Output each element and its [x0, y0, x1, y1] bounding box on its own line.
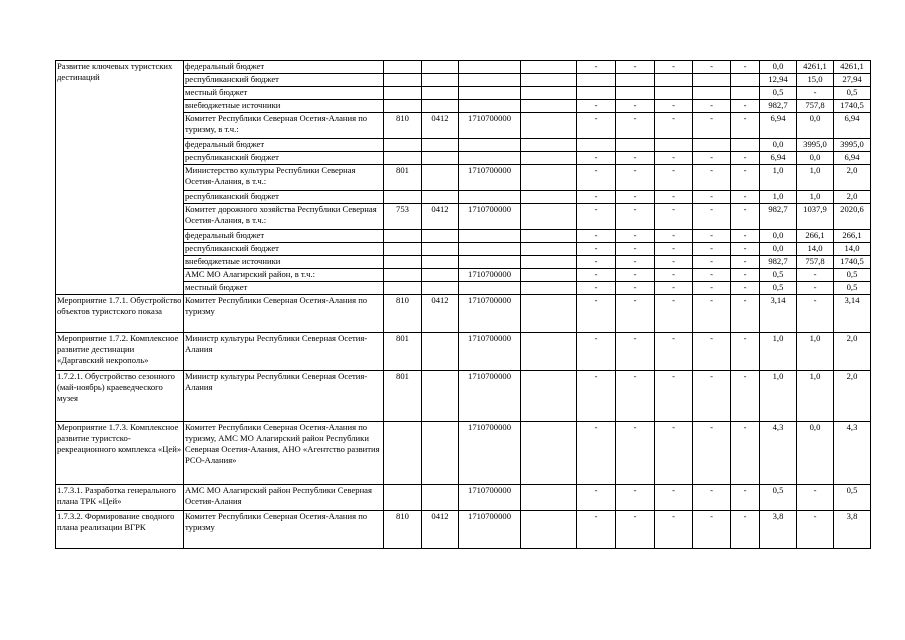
value1-cell: 1,0	[760, 371, 797, 422]
value2-cell: -	[797, 511, 834, 549]
grbs-cell: 810	[384, 113, 422, 139]
year4-cell: -	[693, 282, 731, 295]
year4-cell: -	[693, 295, 731, 333]
value1-cell: 3,8	[760, 511, 797, 549]
year4-cell	[693, 139, 731, 152]
year5-cell: -	[731, 100, 760, 113]
csr-cell	[459, 74, 521, 87]
grbs-cell: 753	[384, 204, 422, 230]
empty-cell	[521, 282, 577, 295]
empty-cell	[521, 191, 577, 204]
funding-source-cell: республиканский бюджет	[184, 191, 384, 204]
value1-cell: 0,0	[760, 243, 797, 256]
csr-cell	[459, 256, 521, 269]
measure-name-cell: 1.7.3.1. Разработка генерального плана ТРК «Цей»	[56, 485, 184, 511]
measure-name-cell: 1.7.2.1. Обустройство сезонного (май-ноябрь) краеведческого музея	[56, 371, 184, 422]
value2-cell: 0,0	[797, 422, 834, 485]
value2-cell: 266,1	[797, 230, 834, 243]
value1-cell: 1,0	[760, 165, 797, 191]
value2-cell: -	[797, 269, 834, 282]
funding-source-cell: АМС МО Алагирский район Республики Северная Осетия-Алания	[184, 485, 384, 511]
value1-cell: 4,3	[760, 422, 797, 485]
year5-cell: -	[731, 61, 760, 74]
csr-cell: 1710700000	[459, 511, 521, 549]
csr-cell: 1710700000	[459, 422, 521, 485]
value2-cell: 1037,9	[797, 204, 834, 230]
year4-cell: -	[693, 243, 731, 256]
total-cell: 2,0	[834, 333, 871, 371]
year3-cell: -	[655, 511, 693, 549]
measure-name-cell: Мероприятие 1.7.3. Комплексное развитие туристско-рекреационного комплекса «Цей»	[56, 422, 184, 485]
value1-cell: 0,5	[760, 282, 797, 295]
funding-source-cell: федеральный бюджет	[184, 230, 384, 243]
csr-cell	[459, 139, 521, 152]
empty-cell	[521, 204, 577, 230]
year1-cell	[577, 87, 616, 100]
value1-cell: 1,0	[760, 333, 797, 371]
grbs-cell	[384, 243, 422, 256]
year3-cell: -	[655, 100, 693, 113]
year1-cell: -	[577, 256, 616, 269]
year4-cell: -	[693, 256, 731, 269]
csr-cell: 1710700000	[459, 269, 521, 282]
table-row	[56, 371, 871, 422]
funding-source-cell: местный бюджет	[184, 87, 384, 100]
csr-cell: 1710700000	[459, 113, 521, 139]
year2-cell: -	[616, 269, 655, 282]
year4-cell: -	[693, 333, 731, 371]
year1-cell: -	[577, 422, 616, 485]
funding-source-cell: республиканский бюджет	[184, 74, 384, 87]
year4-cell: -	[693, 371, 731, 422]
empty-cell	[521, 422, 577, 485]
year1-cell: -	[577, 100, 616, 113]
year1-cell: -	[577, 61, 616, 74]
year3-cell: -	[655, 165, 693, 191]
csr-cell: 1710700000	[459, 165, 521, 191]
year3-cell	[655, 74, 693, 87]
funding-source-cell: местный бюджет	[184, 282, 384, 295]
total-cell: 266,1	[834, 230, 871, 243]
year5-cell: -	[731, 295, 760, 333]
csr-cell: 1710700000	[459, 485, 521, 511]
year2-cell	[616, 139, 655, 152]
empty-cell	[521, 165, 577, 191]
csr-cell: 1710700000	[459, 295, 521, 333]
year2-cell: -	[616, 61, 655, 74]
value1-cell: 0,0	[760, 230, 797, 243]
rz-cell	[422, 243, 459, 256]
rz-cell	[422, 152, 459, 165]
year2-cell: -	[616, 152, 655, 165]
year2-cell	[616, 74, 655, 87]
value2-cell: -	[797, 87, 834, 100]
rz-cell: 0412	[422, 204, 459, 230]
budget-table	[55, 60, 871, 549]
year1-cell: -	[577, 191, 616, 204]
year5-cell	[731, 74, 760, 87]
total-cell: 14,0	[834, 243, 871, 256]
rz-cell	[422, 139, 459, 152]
year2-cell: -	[616, 371, 655, 422]
value1-cell: 12,94	[760, 74, 797, 87]
year1-cell: -	[577, 295, 616, 333]
year4-cell: -	[693, 269, 731, 282]
csr-cell	[459, 230, 521, 243]
year2-cell: -	[616, 422, 655, 485]
year1-cell: -	[577, 269, 616, 282]
year2-cell	[616, 87, 655, 100]
measure-name-cell: Мероприятие 1.7.2. Комплексное развитие дестинации «Даргавский некрополь»	[56, 333, 184, 371]
year3-cell: -	[655, 371, 693, 422]
year1-cell: -	[577, 485, 616, 511]
year2-cell: -	[616, 230, 655, 243]
year1-cell	[577, 139, 616, 152]
year4-cell: -	[693, 204, 731, 230]
grbs-cell	[384, 256, 422, 269]
year5-cell: -	[731, 204, 760, 230]
grbs-cell	[384, 152, 422, 165]
empty-cell	[521, 152, 577, 165]
grbs-cell	[384, 422, 422, 485]
value1-cell: 0,5	[760, 485, 797, 511]
value1-cell: 0,0	[760, 61, 797, 74]
csr-cell	[459, 87, 521, 100]
empty-cell	[521, 100, 577, 113]
value1-cell: 1,0	[760, 191, 797, 204]
grbs-cell	[384, 74, 422, 87]
funding-source-cell: Комитет дорожного хозяйства Республики Северная Осетия-Алания, в т.ч.:	[184, 204, 384, 230]
value2-cell: 1,0	[797, 333, 834, 371]
year5-cell: -	[731, 511, 760, 549]
total-cell: 2,0	[834, 191, 871, 204]
empty-cell	[521, 243, 577, 256]
total-cell: 4261,1	[834, 61, 871, 74]
year3-cell: -	[655, 152, 693, 165]
value2-cell: 0,0	[797, 113, 834, 139]
grbs-cell: 801	[384, 371, 422, 422]
year2-cell: -	[616, 511, 655, 549]
grbs-cell	[384, 61, 422, 74]
rz-cell	[422, 282, 459, 295]
empty-cell	[521, 269, 577, 282]
year3-cell: -	[655, 243, 693, 256]
year2-cell: -	[616, 191, 655, 204]
value2-cell: 1,0	[797, 371, 834, 422]
total-cell: 2,0	[834, 371, 871, 422]
csr-cell	[459, 61, 521, 74]
year1-cell: -	[577, 165, 616, 191]
funding-source-cell: Комитет Республики Северная Осетия-Алания по туризму	[184, 295, 384, 333]
csr-cell	[459, 100, 521, 113]
year2-cell: -	[616, 204, 655, 230]
value2-cell: 1,0	[797, 191, 834, 204]
empty-cell	[521, 113, 577, 139]
year2-cell: -	[616, 100, 655, 113]
total-cell: 6,94	[834, 113, 871, 139]
year3-cell: -	[655, 230, 693, 243]
grbs-cell	[384, 100, 422, 113]
funding-source-cell: республиканский бюджет	[184, 243, 384, 256]
year4-cell: -	[693, 485, 731, 511]
year5-cell: -	[731, 230, 760, 243]
empty-cell	[521, 511, 577, 549]
year3-cell: -	[655, 333, 693, 371]
empty-cell	[521, 230, 577, 243]
year1-cell: -	[577, 243, 616, 256]
rz-cell: 0412	[422, 113, 459, 139]
year4-cell: -	[693, 61, 731, 74]
year5-cell	[731, 87, 760, 100]
table-body	[56, 61, 871, 549]
csr-cell	[459, 243, 521, 256]
total-cell: 0,5	[834, 269, 871, 282]
year4-cell: -	[693, 165, 731, 191]
total-cell: 0,5	[834, 485, 871, 511]
year3-cell: -	[655, 282, 693, 295]
year2-cell: -	[616, 243, 655, 256]
year2-cell: -	[616, 165, 655, 191]
value1-cell: 982,7	[760, 256, 797, 269]
rz-cell	[422, 165, 459, 191]
csr-cell	[459, 191, 521, 204]
empty-cell	[521, 371, 577, 422]
year3-cell: -	[655, 295, 693, 333]
year1-cell: -	[577, 204, 616, 230]
total-cell: 0,5	[834, 87, 871, 100]
year3-cell: -	[655, 485, 693, 511]
funding-source-cell: Комитет Республики Северная Осетия-Алания по туризму, АМС МО Алагирский район Республики Северная Осетия-Алания, АНО «Агентство развития РСО-Алания»	[184, 422, 384, 485]
rz-cell	[422, 87, 459, 100]
year5-cell: -	[731, 485, 760, 511]
year5-cell: -	[731, 243, 760, 256]
year5-cell: -	[731, 191, 760, 204]
value1-cell: 982,7	[760, 204, 797, 230]
rz-cell	[422, 100, 459, 113]
csr-cell	[459, 282, 521, 295]
year5-cell: -	[731, 333, 760, 371]
value2-cell: 15,0	[797, 74, 834, 87]
total-cell: 1740,5	[834, 100, 871, 113]
year2-cell: -	[616, 113, 655, 139]
year5-cell: -	[731, 269, 760, 282]
table-row	[56, 511, 871, 549]
grbs-cell	[384, 269, 422, 282]
year3-cell: -	[655, 269, 693, 282]
year4-cell: -	[693, 152, 731, 165]
year1-cell: -	[577, 511, 616, 549]
year5-cell: -	[731, 256, 760, 269]
grbs-cell: 801	[384, 333, 422, 371]
year2-cell: -	[616, 485, 655, 511]
empty-cell	[521, 333, 577, 371]
value2-cell: 757,8	[797, 256, 834, 269]
empty-cell	[521, 74, 577, 87]
total-cell: 1740,5	[834, 256, 871, 269]
funding-source-cell: Министр культуры Республики Северная Осетия-Алания	[184, 333, 384, 371]
value1-cell: 6,94	[760, 113, 797, 139]
empty-cell	[521, 139, 577, 152]
csr-cell: 1710700000	[459, 333, 521, 371]
year3-cell: -	[655, 256, 693, 269]
funding-source-cell: федеральный бюджет	[184, 139, 384, 152]
rz-cell	[422, 422, 459, 485]
year5-cell: -	[731, 282, 760, 295]
value2-cell: -	[797, 295, 834, 333]
year2-cell: -	[616, 295, 655, 333]
year5-cell: -	[731, 152, 760, 165]
year3-cell: -	[655, 191, 693, 204]
funding-source-cell: Комитет Республики Северная Осетия-Алания по туризму	[184, 511, 384, 549]
grbs-cell	[384, 139, 422, 152]
table-row	[56, 422, 871, 485]
total-cell: 2020,6	[834, 204, 871, 230]
value1-cell: 982,7	[760, 100, 797, 113]
value2-cell: 1,0	[797, 165, 834, 191]
value2-cell: 14,0	[797, 243, 834, 256]
grbs-cell	[384, 282, 422, 295]
year1-cell: -	[577, 152, 616, 165]
value1-cell: 3,14	[760, 295, 797, 333]
rz-cell	[422, 371, 459, 422]
year3-cell: -	[655, 204, 693, 230]
table-row	[56, 61, 871, 74]
year5-cell: -	[731, 113, 760, 139]
table-row	[56, 485, 871, 511]
year5-cell: -	[731, 165, 760, 191]
year3-cell: -	[655, 113, 693, 139]
year1-cell: -	[577, 371, 616, 422]
total-cell: 27,94	[834, 74, 871, 87]
measure-name-cell: Развитие ключевых туристских дестинаций	[56, 61, 184, 295]
total-cell: 3,14	[834, 295, 871, 333]
table-row	[56, 333, 871, 371]
funding-source-cell: АМС МО Алагирский район, в т.ч.:	[184, 269, 384, 282]
funding-source-cell: Комитет Республики Северная Осетия-Алания по туризму, в т.ч.:	[184, 113, 384, 139]
rz-cell: 0412	[422, 511, 459, 549]
total-cell: 6,94	[834, 152, 871, 165]
funding-source-cell: федеральный бюджет	[184, 61, 384, 74]
empty-cell	[521, 256, 577, 269]
csr-cell: 1710700000	[459, 204, 521, 230]
total-cell: 4,3	[834, 422, 871, 485]
grbs-cell	[384, 485, 422, 511]
year4-cell: -	[693, 511, 731, 549]
rz-cell	[422, 61, 459, 74]
measure-name-cell: 1.7.3.2. Формирование сводного плана реализации ВГРК	[56, 511, 184, 549]
rz-cell	[422, 256, 459, 269]
empty-cell	[521, 295, 577, 333]
csr-cell: 1710700000	[459, 371, 521, 422]
year4-cell: -	[693, 100, 731, 113]
empty-cell	[521, 61, 577, 74]
year4-cell: -	[693, 422, 731, 485]
total-cell: 2,0	[834, 165, 871, 191]
value2-cell: 3995,0	[797, 139, 834, 152]
value2-cell: 0,0	[797, 152, 834, 165]
value1-cell: 0,5	[760, 269, 797, 282]
funding-source-cell: Министерство культуры Республики Северная Осетия-Алания, в т.ч.:	[184, 165, 384, 191]
total-cell: 3995,0	[834, 139, 871, 152]
year3-cell: -	[655, 61, 693, 74]
value2-cell: 4261,1	[797, 61, 834, 74]
grbs-cell: 801	[384, 165, 422, 191]
rz-cell	[422, 485, 459, 511]
rz-cell	[422, 74, 459, 87]
rz-cell: 0412	[422, 295, 459, 333]
year3-cell	[655, 87, 693, 100]
year1-cell	[577, 74, 616, 87]
year4-cell	[693, 87, 731, 100]
csr-cell	[459, 152, 521, 165]
rz-cell	[422, 333, 459, 371]
funding-source-cell: республиканский бюджет	[184, 152, 384, 165]
year4-cell: -	[693, 191, 731, 204]
value1-cell: 0,5	[760, 87, 797, 100]
measure-name-cell: Мероприятие 1.7.1. Обустройство объектов туристского показа	[56, 295, 184, 333]
funding-source-cell: внебюджетные источники	[184, 256, 384, 269]
year4-cell	[693, 74, 731, 87]
empty-cell	[521, 485, 577, 511]
grbs-cell	[384, 191, 422, 204]
grbs-cell	[384, 230, 422, 243]
year1-cell: -	[577, 113, 616, 139]
grbs-cell	[384, 87, 422, 100]
value2-cell: 757,8	[797, 100, 834, 113]
year4-cell: -	[693, 113, 731, 139]
year5-cell: -	[731, 422, 760, 485]
value2-cell: -	[797, 282, 834, 295]
grbs-cell: 810	[384, 511, 422, 549]
year4-cell: -	[693, 230, 731, 243]
value2-cell: -	[797, 485, 834, 511]
year5-cell	[731, 139, 760, 152]
value1-cell: 0,0	[760, 139, 797, 152]
year1-cell: -	[577, 230, 616, 243]
year2-cell: -	[616, 256, 655, 269]
rz-cell	[422, 191, 459, 204]
funding-source-cell: Министр культуры Республики Северная Осетия-Алания	[184, 371, 384, 422]
funding-source-cell: внебюджетные источники	[184, 100, 384, 113]
year1-cell: -	[577, 282, 616, 295]
year2-cell: -	[616, 282, 655, 295]
empty-cell	[521, 87, 577, 100]
total-cell: 0,5	[834, 282, 871, 295]
year3-cell	[655, 139, 693, 152]
table-row	[56, 295, 871, 333]
year5-cell: -	[731, 371, 760, 422]
year1-cell: -	[577, 333, 616, 371]
year3-cell: -	[655, 422, 693, 485]
total-cell: 3,8	[834, 511, 871, 549]
rz-cell	[422, 269, 459, 282]
rz-cell	[422, 230, 459, 243]
year2-cell: -	[616, 333, 655, 371]
grbs-cell: 810	[384, 295, 422, 333]
value1-cell: 6,94	[760, 152, 797, 165]
